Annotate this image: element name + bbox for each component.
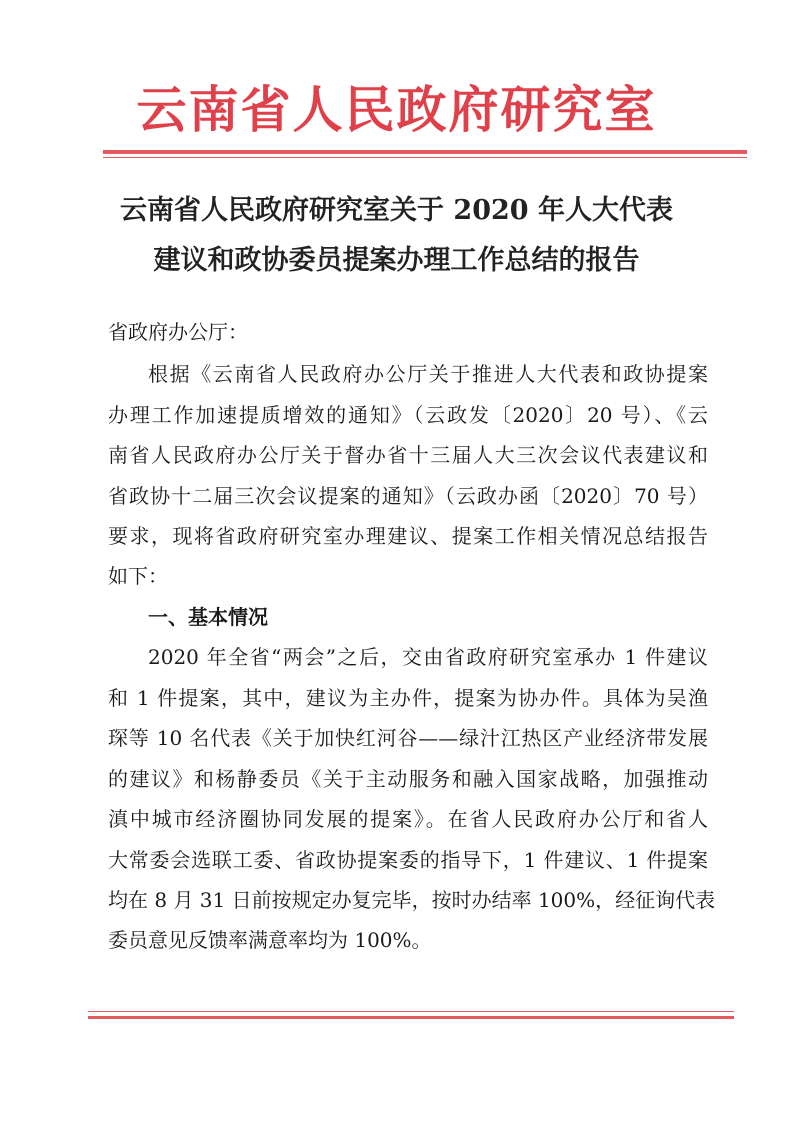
paragraph2-line: 委员意见反馈率满意率均为 100%。 [108, 928, 432, 952]
paragraph1-line: 办理工作加速提质增效的通知》（云政发〔2020〕20 号）、《云 [108, 403, 708, 427]
paragraph2-line: 的建议》和杨静委员《关于主动服务和融入国家战略，加强推动 [108, 767, 708, 791]
paragraph1-line: 要求，现将省政府研究室办理建议、提案工作相关情况总结报告 [108, 524, 708, 548]
paragraph1-line: 如下： [108, 564, 168, 588]
paragraph2-line: 滇中城市经济圈协同发展的提案》。在省人民政府办公厅和省人 [108, 807, 708, 831]
paragraph2-line: 琛等 10 名代表《关于加快红河谷——绿汁江热区产业经济带发展 [108, 726, 708, 750]
title-line-2: 建议和政协委员提案办理工作总结的报告 [153, 245, 640, 276]
paragraph1-line: 根据《云南省人民政府办公厅关于推进人大代表和政协提案 [148, 362, 708, 386]
title-line-1: 云南省人民政府研究室关于 2020 年人大代表 [120, 195, 673, 226]
section-heading: 一、基本情况 [148, 605, 268, 629]
paragraph1-line: 南省人民政府办公厅关于督办省十三届人大三次会议代表建议和 [108, 443, 708, 467]
letterhead-rule-thin [103, 157, 747, 158]
paragraph2-line: 均在 8 月 31 日前按规定办复完毕，按时办结率 100%，经征询代表 [108, 888, 716, 912]
letterhead-organization: 云南省人民政府研究室 [136, 80, 657, 139]
footer-rule-thin [88, 1011, 734, 1012]
paragraph2-line: 2020 年全省“两会”之后，交由省政府研究室承办 1 件建议 [148, 645, 708, 669]
footer-rule-thick [88, 1016, 734, 1019]
paragraph2-line: 大常委会选联工委、省政协提案委的指导下，1 件建议、1 件提案 [108, 848, 708, 872]
letterhead-rule-thick [103, 150, 747, 154]
paragraph2-line: 和 1 件提案，其中，建议为主办件，提案为协办件。具体为吴渔 [108, 686, 708, 710]
document-title [100, 186, 693, 286]
salutation: 省政府办公厅： [108, 320, 248, 344]
paragraph1-line: 省政协十二届三次会议提案的通知》（云政办函〔2020〕70 号） [108, 484, 708, 508]
